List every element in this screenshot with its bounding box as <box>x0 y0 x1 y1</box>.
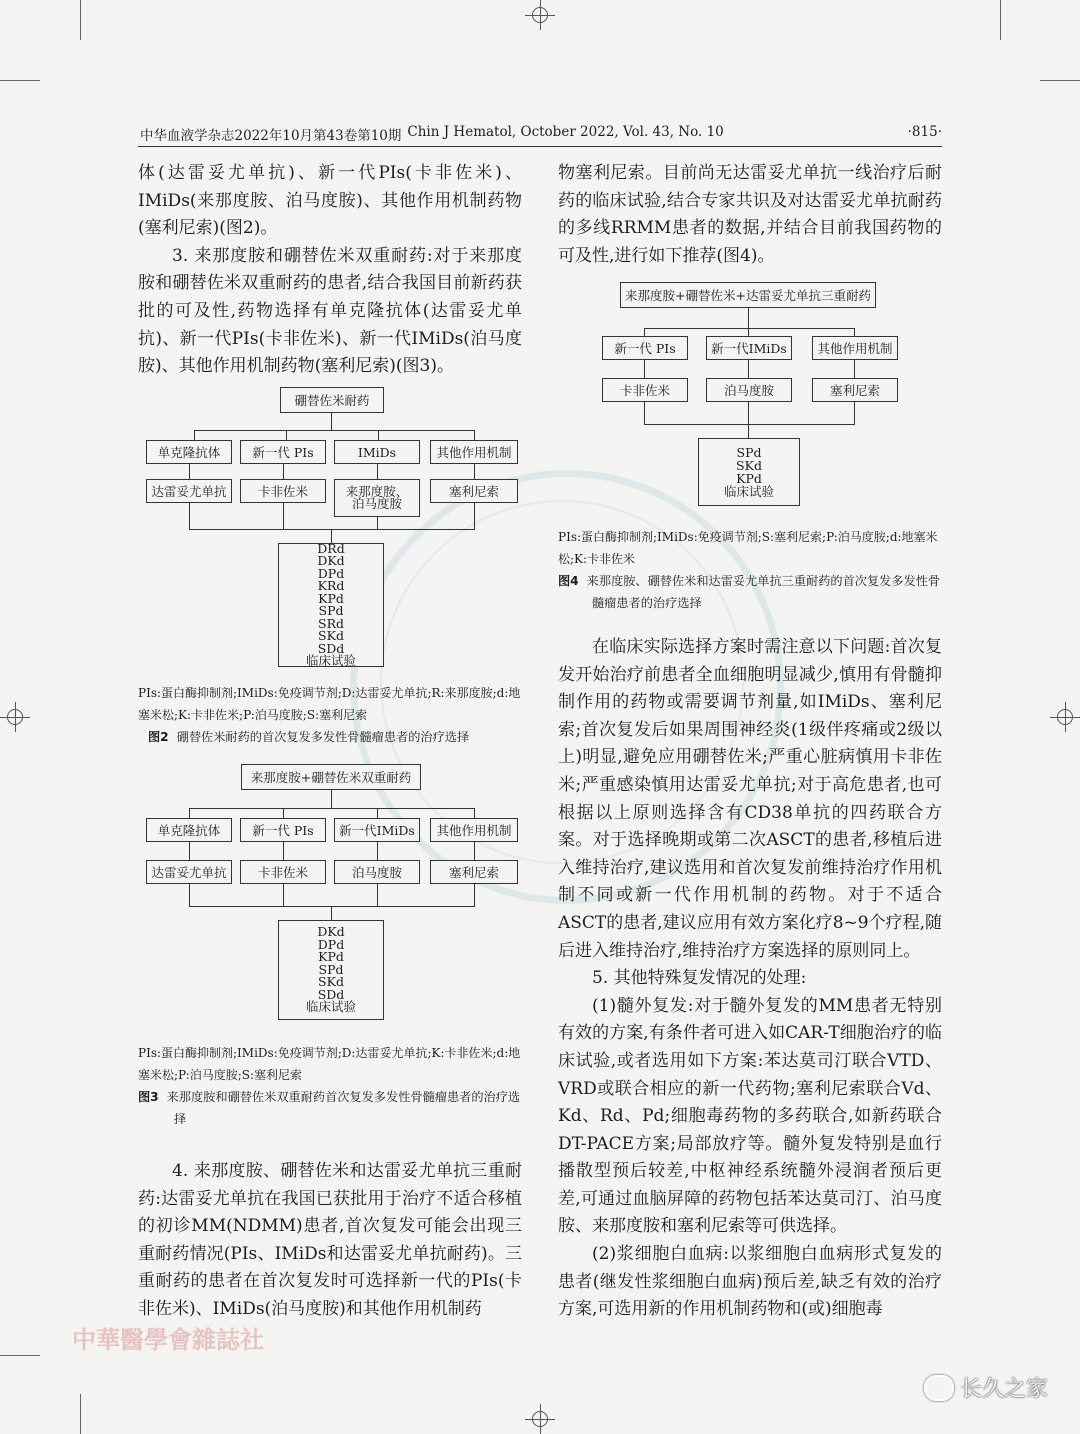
crop-mark <box>0 1355 40 1356</box>
caption-text: 来那度胺、硼替佐米和达雷妥尤单抗三重耐药的首次复发多发性骨髓瘤患者的治疗选择 <box>586 574 941 610</box>
paragraph: (2)浆细胞白血病:以浆细胞白血病形式复发的患者(继发性浆细胞白血病)预后差,缺乏有效的治疗方案,可选用新的作用机制药物和(或)细胞毒 <box>558 1244 942 1320</box>
caption-text: 来那度胺和硼替佐米双重耐药首次复发多发性骨髓瘤患者的治疗选择 <box>166 1090 521 1126</box>
fig2-drug-box: 卡非佐米 <box>240 479 326 503</box>
fig3-category-box: 单克隆抗体 <box>146 818 232 842</box>
connector <box>854 402 855 424</box>
regimen: 临床试验 <box>305 653 356 668</box>
paragraph: 3. 来那度胺和硼替佐米双重耐药:对于来那度胺和硼替佐米双重耐药的患者,结合我国目前新药获批的可及性,药物选择有单克隆抗体(达雷妥尤单抗)、新一代PIs(卡非佐米)、新一代IMiDs(泊马度胺)、其他作用机制药物(塞利尼索)(图3)。 <box>138 245 522 377</box>
registration-mark-bottom <box>525 1404 555 1434</box>
figure-4 <box>558 282 948 622</box>
regimen: DPd <box>317 936 345 952</box>
regimen: 临床试验 <box>305 999 356 1015</box>
paragraph: 体(达雷妥尤单抗)、新一代PIs(卡非佐米)、IMiDs(来那度胺、泊马度胺)、其他作用机制药物(塞利尼索)(图2)。 <box>138 163 522 239</box>
figure-2 <box>138 382 528 752</box>
fig2-category-box: IMiDs <box>334 440 420 464</box>
connector <box>189 842 190 860</box>
fig2-legend: PIs:蛋白酶抑制剂;IMiDs:免疫调节剂;D:达雷妥尤单抗;R:来那度胺;d:地塞米松;K:卡非佐米;P:泊马度胺;S:塞利尼索 <box>138 686 521 722</box>
connector <box>748 360 749 378</box>
figure-label: 图4 <box>558 574 579 588</box>
connector <box>189 906 475 907</box>
fig2-drug-box: 塞利尼索 <box>430 479 518 503</box>
connector <box>474 430 475 440</box>
header-rule <box>138 146 942 147</box>
fig4-category-box: 新一代 PIs <box>602 336 688 360</box>
regimen: SDd <box>317 640 345 656</box>
regimen: DPd <box>317 565 345 581</box>
connector <box>644 328 855 329</box>
regimen: SKd <box>318 628 344 643</box>
connector <box>474 503 475 529</box>
fig4-caption <box>558 570 948 614</box>
regimen: SRd <box>318 615 344 631</box>
connector <box>283 808 284 818</box>
running-header <box>140 124 942 144</box>
registration-mark-top <box>525 0 555 30</box>
connector <box>748 402 749 424</box>
journal-issue: 中华血液学杂志2022年10月第43卷第10期 <box>140 128 402 144</box>
regimen: KPd <box>318 590 344 606</box>
regimen: SKd <box>318 974 344 990</box>
paragraph: 物塞利尼索。目前尚无达雷妥尤单抗一线治疗后耐药的临床试验,结合专家共识及对达雷妥尤单抗耐药的多线RRMM患者的数据,并结合目前我国药物的可及性,进行如下推荐(图4)。 <box>558 163 942 266</box>
left-column-bottom <box>138 1158 522 1324</box>
regimen: SKd <box>736 458 762 473</box>
connector <box>378 430 379 440</box>
connector <box>377 808 378 818</box>
fig3-caption <box>138 1086 528 1130</box>
connector <box>854 360 855 378</box>
connector <box>194 430 195 440</box>
registration-mark-right <box>1050 702 1080 732</box>
fig2-regimen-box <box>278 540 384 668</box>
regimen: DKd <box>317 553 345 568</box>
regimen: SDd <box>317 986 345 1002</box>
regimen: KRd <box>317 578 345 593</box>
connector <box>474 884 475 906</box>
connector <box>194 430 475 431</box>
regimen: KPd <box>736 471 762 486</box>
connector <box>189 808 190 818</box>
connector <box>854 328 855 336</box>
connector <box>474 808 475 818</box>
fig3-category-box: 其他作用机制 <box>430 818 518 842</box>
publisher-logo <box>72 1320 264 1355</box>
figure-3 <box>138 762 528 1132</box>
left-column-top <box>138 160 522 381</box>
fig4-legend: PIs:蛋白酶抑制剂;IMiDs:免疫调节剂;S:塞利尼索;P:泊马度胺;d:地塞米松;K:卡非佐米 <box>558 530 938 566</box>
paragraph: 4. 来那度胺、硼替佐米和达雷妥尤单抗三重耐药:达雷妥尤单抗在我国已获批用于治疗不适合移植的初诊MM(NDMM)患者,首次复发可能会出现三重耐药情况(PIs、IMiDs和达雷妥尤单抗耐药)。三重耐药的患者在首次复发时可选择新一代的PIs(卡非佐米)、IMiDs(泊马度胺)和其他作用机制药 <box>138 1161 522 1319</box>
fig2-caption <box>148 726 528 748</box>
regimen: KPd <box>318 949 344 965</box>
regimen: 临床试验 <box>723 484 774 499</box>
crop-mark <box>80 1394 81 1434</box>
fig4-category-box: 新一代IMiDs <box>706 336 792 360</box>
connector <box>377 464 378 479</box>
connector <box>331 906 332 920</box>
fig2-drug-box <box>334 479 420 517</box>
connector <box>283 503 284 529</box>
wechat-icon <box>924 1375 954 1401</box>
connector <box>377 884 378 906</box>
connector <box>189 529 475 530</box>
connector <box>644 424 855 425</box>
connector <box>189 884 190 906</box>
fig4-drug-box: 卡非佐米 <box>602 378 688 402</box>
publisher-name: 中華醫學會雜誌社 <box>72 1325 264 1354</box>
registration-mark-left <box>0 702 30 732</box>
crop-mark <box>1000 0 1001 40</box>
regimen: SPd <box>318 603 344 618</box>
page-number: ·815· <box>907 124 942 140</box>
fig3-category-box: 新一代 PIs <box>240 818 326 842</box>
fig4-regimen-box <box>698 438 800 506</box>
drug-line: 泊马度胺 <box>351 496 402 511</box>
crop-mark <box>1040 80 1080 81</box>
fig3-drug-box: 达雷妥尤单抗 <box>146 860 232 884</box>
crop-mark <box>80 0 81 40</box>
connector <box>644 402 645 424</box>
wechat-brand <box>924 1372 1048 1403</box>
connector <box>286 430 287 440</box>
connector <box>474 842 475 860</box>
connector <box>283 842 284 860</box>
figure-label: 图3 <box>138 1090 159 1104</box>
connector <box>283 464 284 479</box>
connector <box>748 308 749 328</box>
fig4-category-box: 其他作用机制 <box>812 336 898 360</box>
fig2-root-box: 硼替佐米耐药 <box>280 387 384 413</box>
regimen: DRd <box>317 540 345 556</box>
paragraph: 在临床实际选择方案时需注意以下问题:首次复发开始治疗前患者全血细胞明显减少,慎用有骨髓抑制作用的药物或需要调节剂量,如IMiDs、塞利尼索;首次复发后如果周围神经炎(1级伴疼痛或2级以上)明显,避免应用硼替佐米;严重心脏病慎用卡非佐米;严重感染慎用达雷妥尤单抗;对于高危患者,也可根据以上原则选择含有CD38单抗的四药联合方案。对于选择晚期或第二次ASCT的患者,移植后进入维持治疗,建议选用和首次复发前维持治疗作用机制不同或新一代作用机制的药物。对于不适合ASCT的患者,建议应用有效方案化疗8~9个疗程,随后进入维持治疗,维持治疗方案选择的原则同上。 <box>558 637 942 961</box>
fig3-category-box: 新一代IMiDs <box>334 818 420 842</box>
fig3-drug-box: 泊马度胺 <box>334 860 420 884</box>
figure-label: 图2 <box>148 730 169 744</box>
paragraph: 5. 其他特殊复发情况的处理: <box>592 968 807 989</box>
fig3-legend: PIs:蛋白酶抑制剂;IMiDs:免疫调节剂;D:达雷妥尤单抗;K:卡非佐米;d:地塞米松;P:泊马度胺;S:塞利尼索 <box>138 1046 521 1082</box>
crop-mark <box>0 80 40 81</box>
connector <box>189 503 190 529</box>
connector <box>474 464 475 479</box>
connector <box>283 884 284 906</box>
paragraph: (1)髓外复发:对于髓外复发的MM患者无特别有效的方案,有条件者可进入如CAR-T细胞治疗的临床试验,或者选用如下方案:苯达莫司汀联合VTD、VRD或联合相应的新一代药物;塞利尼索联合Vd、Kd、Rd、Pd;细胞毒药物的多药联合,如新药联合DT-PACE方案;局部放疗等。髓外复发特别是血行播散型预后较差,中枢神经系统髓外浸润者预后更差,可通过血脑屏障的药物包括苯达莫司汀、泊马度胺、来那度胺和塞利尼索等可供选择。 <box>558 995 942 1237</box>
journal-citation: Chin J Hematol, October 2022, Vol. 43, No. 10 <box>407 124 724 140</box>
fig2-category-box: 单克隆抗体 <box>146 440 232 464</box>
connector <box>331 413 332 430</box>
fig2-category-box: 新一代 PIs <box>240 440 326 464</box>
connector <box>644 328 645 336</box>
fig3-drug-box: 塞利尼索 <box>430 860 518 884</box>
regimen: SPd <box>736 445 762 460</box>
drug-line: 来那度胺、 <box>345 483 409 499</box>
fig4-drug-box: 塞利尼索 <box>812 378 898 402</box>
caption-text: 硼替佐米耐药的首次复发多发性骨髓瘤患者的治疗选择 <box>176 730 470 744</box>
fig2-category-box: 其他作用机制 <box>430 440 518 464</box>
fig4-root-box: 来那度胺+硼替佐米+达雷妥尤单抗三重耐药 <box>620 282 876 308</box>
connector <box>748 328 749 336</box>
right-column-top <box>558 160 942 270</box>
regimen: SPd <box>318 961 344 977</box>
regimen: DKd <box>317 924 345 940</box>
connector <box>189 464 190 479</box>
connector <box>189 808 475 809</box>
fig3-root-box: 来那度胺+硼替佐米双重耐药 <box>241 764 421 790</box>
right-column-bottom <box>558 634 942 1324</box>
connector <box>748 424 749 438</box>
connector <box>377 842 378 860</box>
fig3-regimen-box <box>278 920 384 1020</box>
connector <box>331 790 332 808</box>
brand-name: 长久之家 <box>959 1377 1048 1402</box>
fig2-drug-box: 达雷妥尤单抗 <box>146 479 232 503</box>
connector <box>644 360 645 378</box>
connector <box>377 517 378 529</box>
fig4-drug-box: 泊马度胺 <box>706 378 792 402</box>
fig3-drug-box: 卡非佐米 <box>240 860 326 884</box>
